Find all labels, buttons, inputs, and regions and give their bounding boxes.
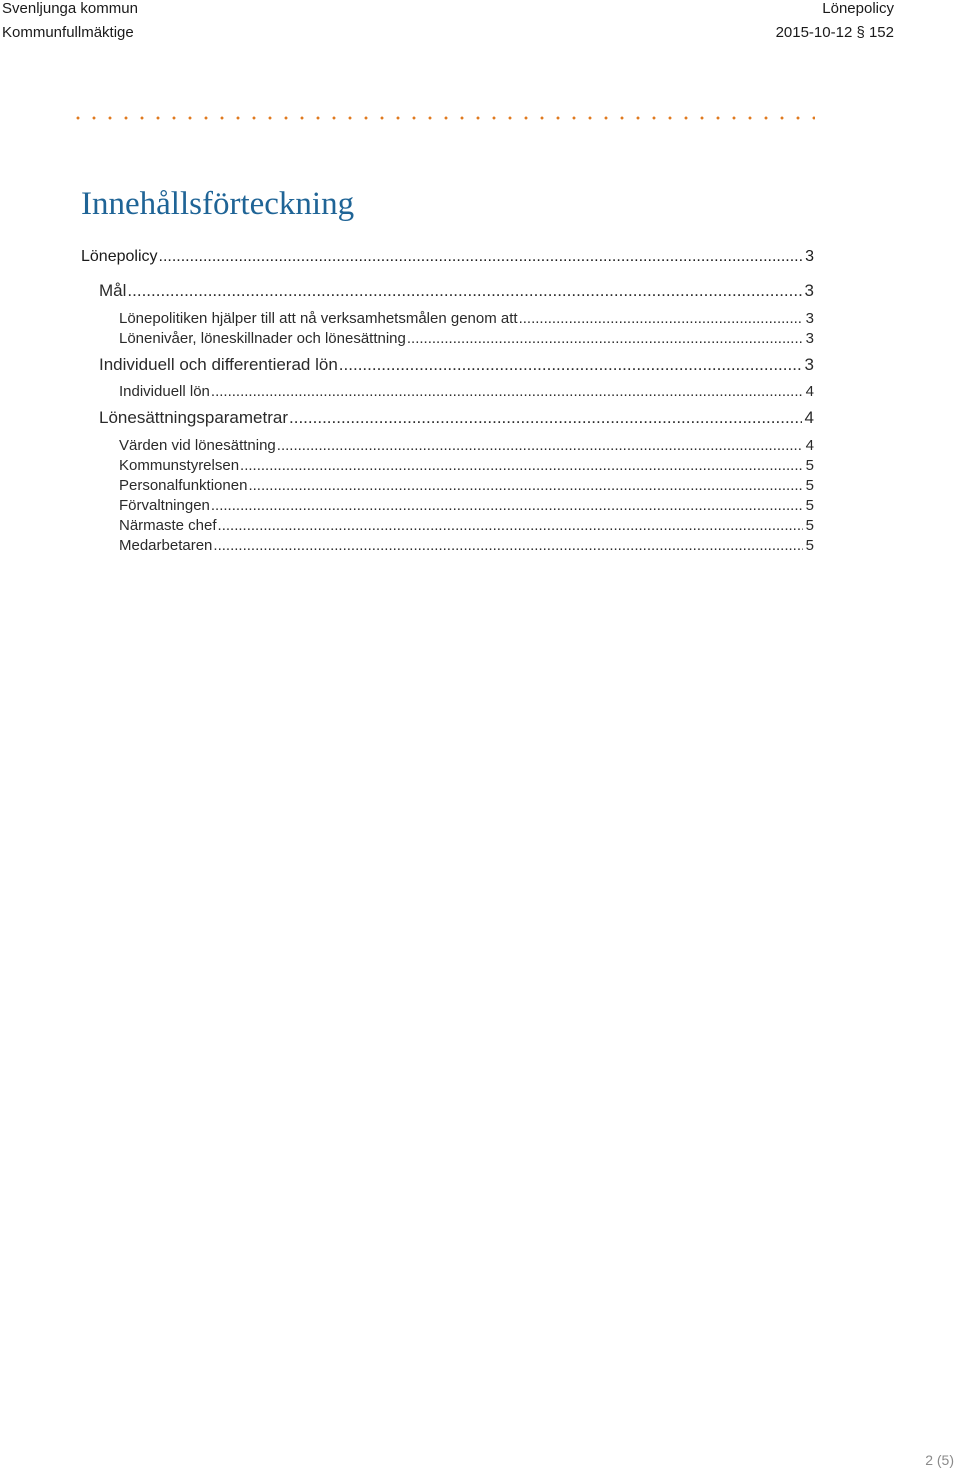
- toc-entry-text: Värden vid lönesättning: [119, 437, 276, 454]
- toc-entry-page: 3: [805, 248, 814, 265]
- toc-leader-dots: [240, 457, 803, 474]
- dotted-divider: [70, 116, 815, 120]
- toc-entry-page: 4: [805, 437, 814, 454]
- toc-entry-text: Individuell och differentierad lön: [99, 355, 338, 374]
- toc-entry-page: 3: [804, 355, 814, 374]
- toc-entry-page: 5: [805, 517, 814, 534]
- toc-leader-dots: [211, 497, 803, 514]
- page-indicator: 2 (5): [925, 1452, 954, 1468]
- toc-entry[interactable]: [119, 383, 814, 400]
- toc-leader-dots: [211, 383, 803, 400]
- toc-entry-page: 3: [805, 330, 814, 347]
- toc-entry-text: Förvaltningen: [119, 497, 210, 514]
- header-document-title: Lönepolicy: [822, 0, 894, 17]
- toc-leader-dots: [339, 355, 802, 375]
- toc-entry[interactable]: [119, 457, 814, 474]
- toc-leader-dots: [519, 310, 803, 327]
- toc-entry-page: 5: [805, 497, 814, 514]
- toc-entry-text: Lönepolicy: [81, 248, 158, 265]
- toc-entry-text: Lönesättningsparametrar: [99, 408, 289, 427]
- toc-entry-text: Medarbetaren: [119, 537, 213, 554]
- toc-entry[interactable]: [119, 517, 814, 534]
- toc-entry[interactable]: [99, 408, 814, 428]
- toc-entry[interactable]: [81, 248, 814, 266]
- toc-entry-page: 5: [805, 537, 814, 554]
- toc-entry[interactable]: [99, 281, 814, 301]
- toc-entry-text: Närmaste chef: [119, 517, 217, 534]
- toc-leader-dots: [213, 537, 802, 554]
- toc-leader-dots: [289, 408, 802, 428]
- toc-entry[interactable]: [119, 537, 814, 554]
- toc-entry-page: 4: [805, 383, 814, 400]
- toc-entry-page: 3: [804, 281, 814, 300]
- toc-leader-dots: [127, 281, 801, 301]
- toc-entry-page: 5: [805, 457, 814, 474]
- toc-entry-text: Lönenivåer, löneskillnader och lönesättning: [119, 330, 406, 347]
- toc-entry-page: 3: [805, 310, 814, 327]
- toc-entry-text: Mål: [99, 281, 127, 300]
- toc-leader-dots: [218, 517, 803, 534]
- toc-entry[interactable]: [119, 437, 814, 454]
- toc-entry[interactable]: [119, 497, 814, 514]
- toc-entry[interactable]: [119, 477, 814, 494]
- header-date-reference: 2015-10-12 § 152: [775, 24, 894, 41]
- toc-leader-dots: [159, 248, 803, 266]
- toc-entry[interactable]: [99, 355, 814, 375]
- toc-leader-dots: [277, 437, 803, 454]
- toc-entry-text: Kommunstyrelsen: [119, 457, 240, 474]
- toc-entry-page: 5: [805, 477, 814, 494]
- toc-leader-dots: [248, 477, 802, 494]
- header-body: Kommunfullmäktige: [2, 24, 134, 41]
- toc-entry-page: 4: [804, 408, 814, 427]
- toc-entry[interactable]: [119, 310, 814, 327]
- toc-entry-text: Lönepolitiken hjälper till att nå verksamhetsmålen genom att: [119, 310, 518, 327]
- toc-entry-text: Personalfunktionen: [119, 477, 248, 494]
- header-organization: Svenljunga kommun: [2, 0, 138, 17]
- toc-entry[interactable]: [119, 330, 814, 347]
- toc-title: Innehållsförteckning: [81, 186, 355, 222]
- toc-leader-dots: [407, 330, 803, 347]
- toc-entry-text: Individuell lön: [119, 383, 210, 400]
